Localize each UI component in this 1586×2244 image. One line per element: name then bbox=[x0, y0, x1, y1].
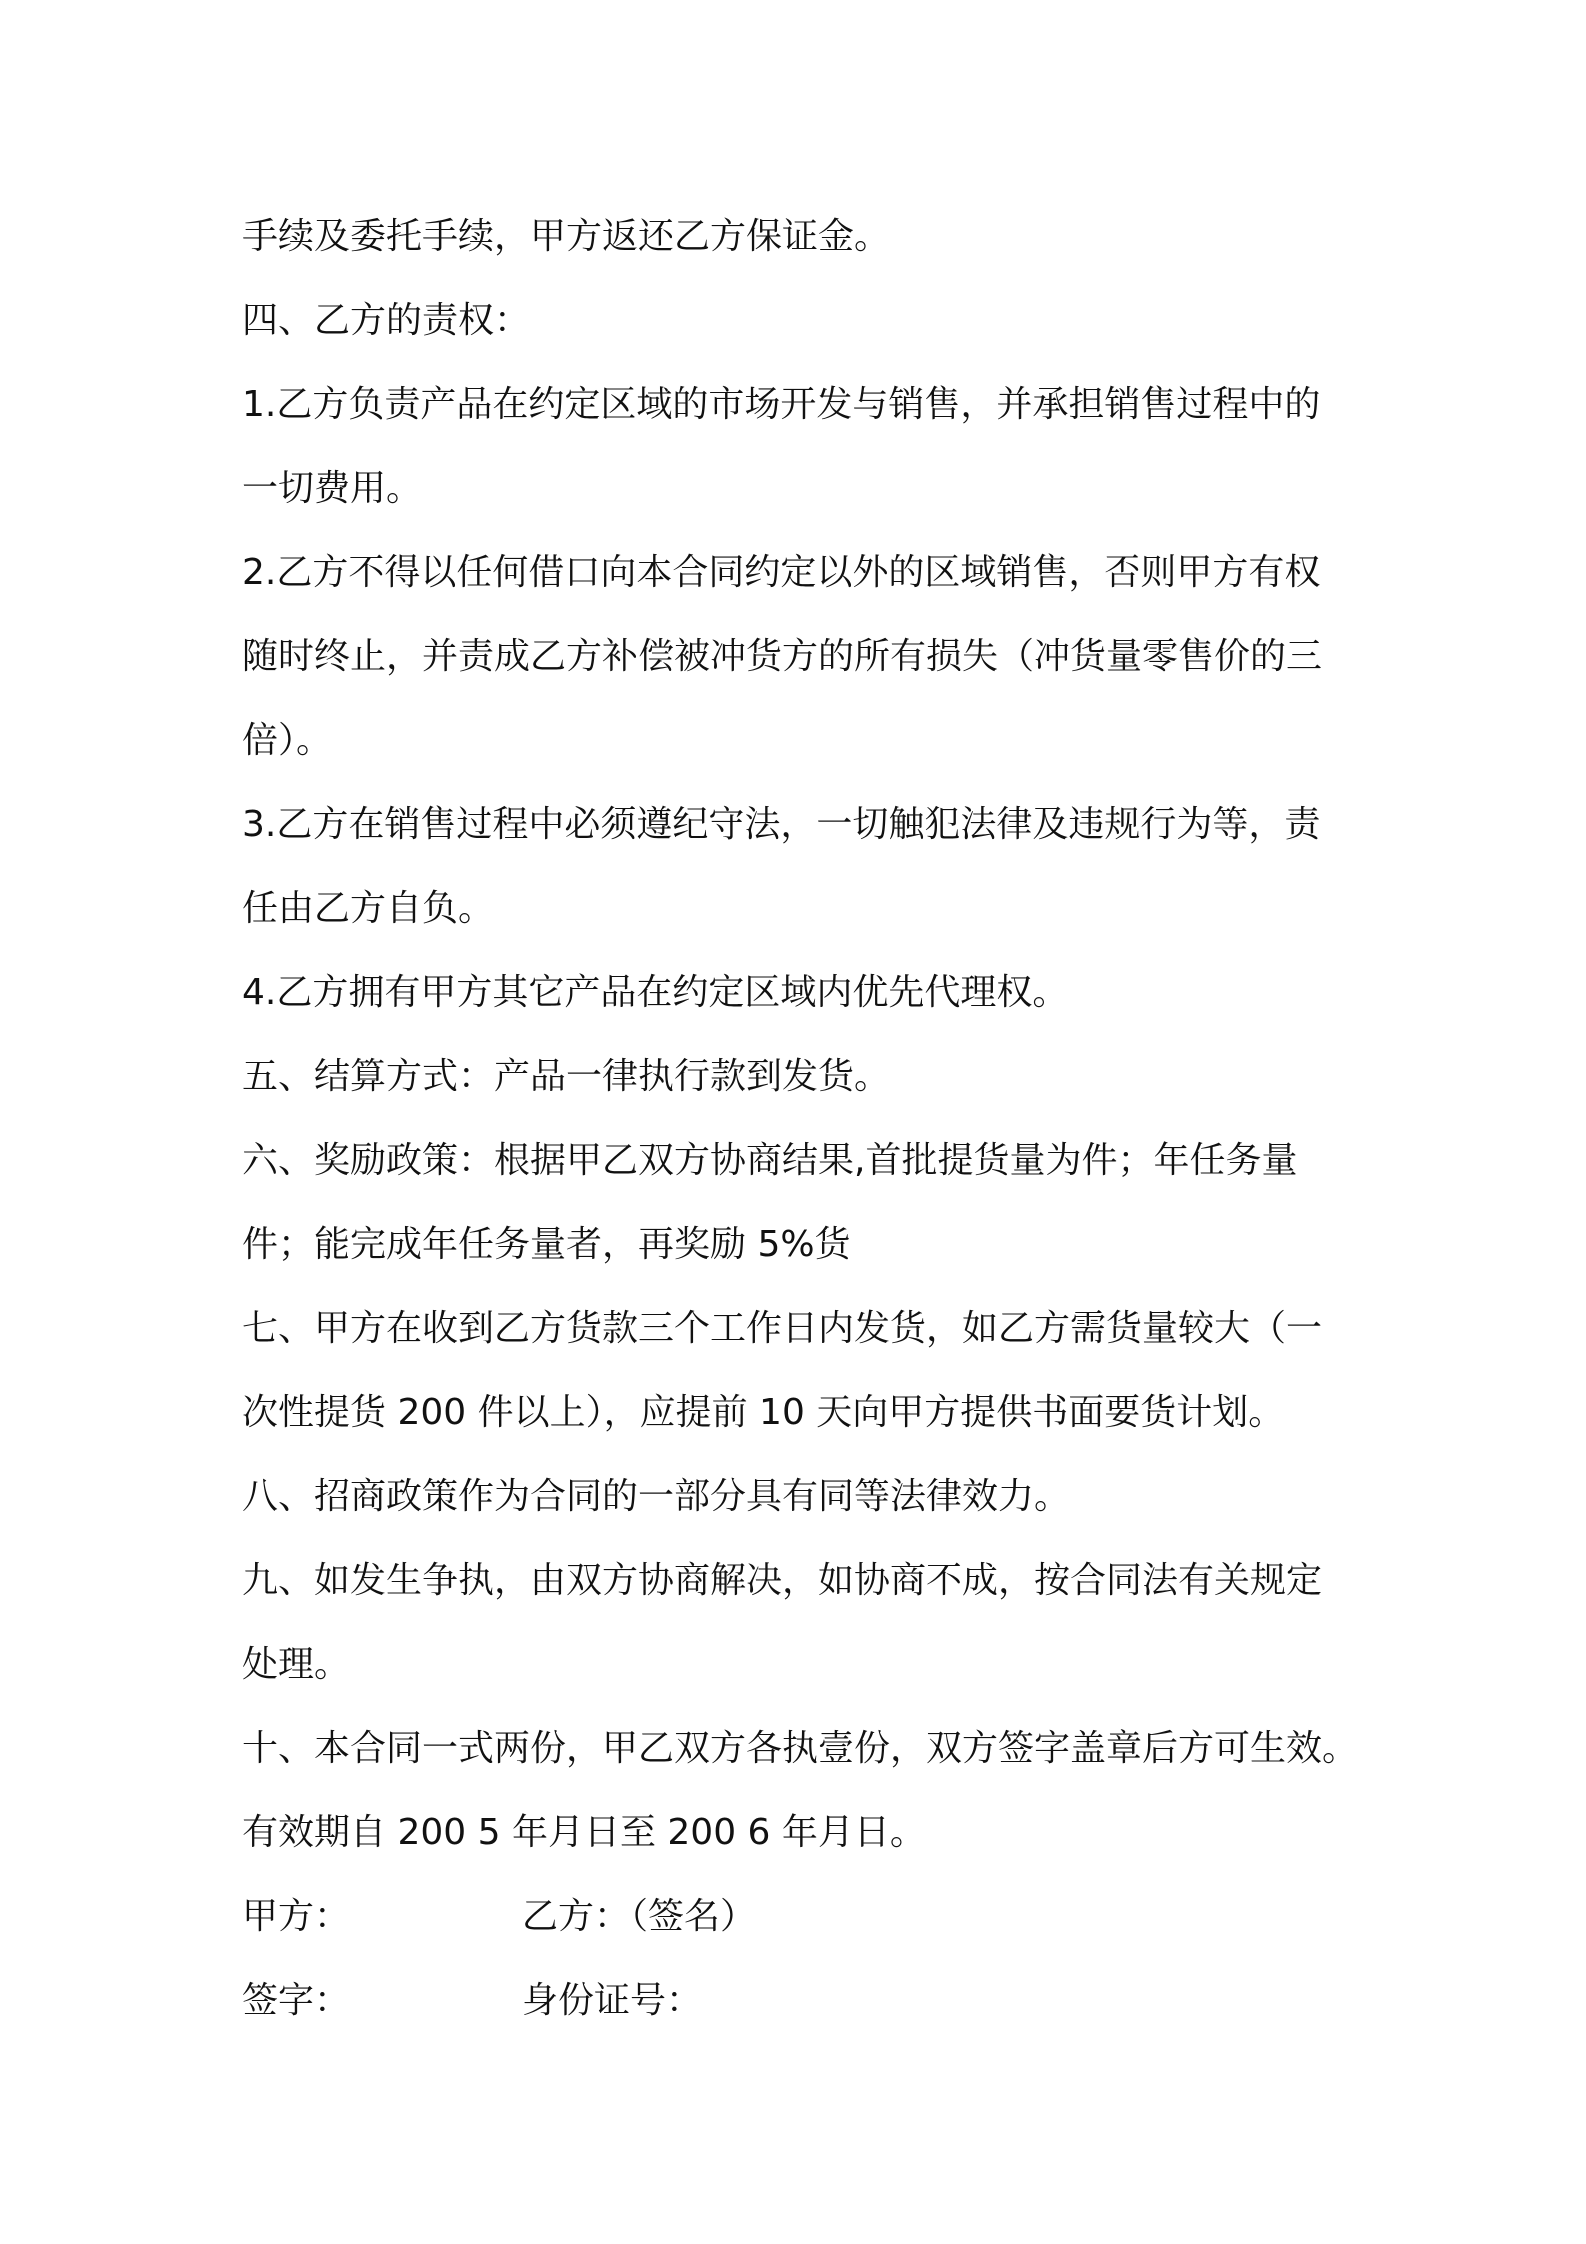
sign-label: 签字： bbox=[242, 1980, 351, 2021]
text-line: 2.乙方不得以任何借口向本合同约定以外的区域销售，否则甲方有权 bbox=[242, 552, 1321, 593]
signature-row-parties bbox=[242, 1875, 1362, 1959]
text-line: 倍）。 bbox=[242, 720, 333, 761]
section-heading: 七、甲方在收到乙方货款三个工作日内发货，如乙方需货量较大（一 bbox=[242, 1308, 1323, 1349]
text-line: 随时终止，并责成乙方补偿被冲货方的所有损失（冲货量零售价的三 bbox=[242, 636, 1323, 677]
section-heading: 五、结算方式：产品一律执行款到发货。 bbox=[242, 1056, 891, 1097]
contract-page bbox=[242, 195, 1362, 2043]
signature-row-sign bbox=[242, 1959, 1362, 2043]
text-line: 手续及委托手续，甲方返还乙方保证金。 bbox=[242, 216, 891, 257]
validity-period: 有效期自 200 5 年月日至 200 6 年月日。 bbox=[242, 1812, 926, 1853]
text-line: 3.乙方在销售过程中必须遵纪守法，一切触犯法律及违规行为等，责 bbox=[242, 804, 1321, 845]
party-a-label: 甲方： bbox=[242, 1896, 351, 1937]
text-line: 件；能完成年任务量者，再奖励 5%货 bbox=[242, 1224, 851, 1265]
section-heading: 八、招商政策作为合同的一部分具有同等法律效力。 bbox=[242, 1476, 1071, 1517]
text-line: 任由乙方自负。 bbox=[242, 888, 495, 929]
text-line: 一切费用。 bbox=[242, 468, 423, 509]
section-heading: 九、如发生争执，由双方协商解决，如协商不成，按合同法有关规定 bbox=[242, 1560, 1323, 1601]
text-line: 1.乙方负责产品在约定区域的市场开发与销售，并承担销售过程中的 bbox=[242, 384, 1321, 425]
text-line: 次性提货 200 件以上），应提前 10 天向甲方提供书面要货计划。 bbox=[242, 1392, 1285, 1433]
section-heading: 四、乙方的责权： bbox=[242, 300, 531, 341]
text-line: 4.乙方拥有甲方其它产品在约定区域内优先代理权。 bbox=[242, 972, 1069, 1013]
id-number-label: 身份证号： bbox=[522, 1980, 703, 2021]
party-b-label: 乙方：（签名） bbox=[522, 1896, 757, 1937]
text-line: 处理。 bbox=[242, 1644, 351, 1685]
section-heading: 十、本合同一式两份，甲乙双方各执壹份，双方签字盖章后方可生效。 bbox=[242, 1728, 1359, 1769]
section-heading: 六、奖励政策：根据甲乙双方协商结果,首批提货量为件；年任务量 bbox=[242, 1140, 1298, 1181]
